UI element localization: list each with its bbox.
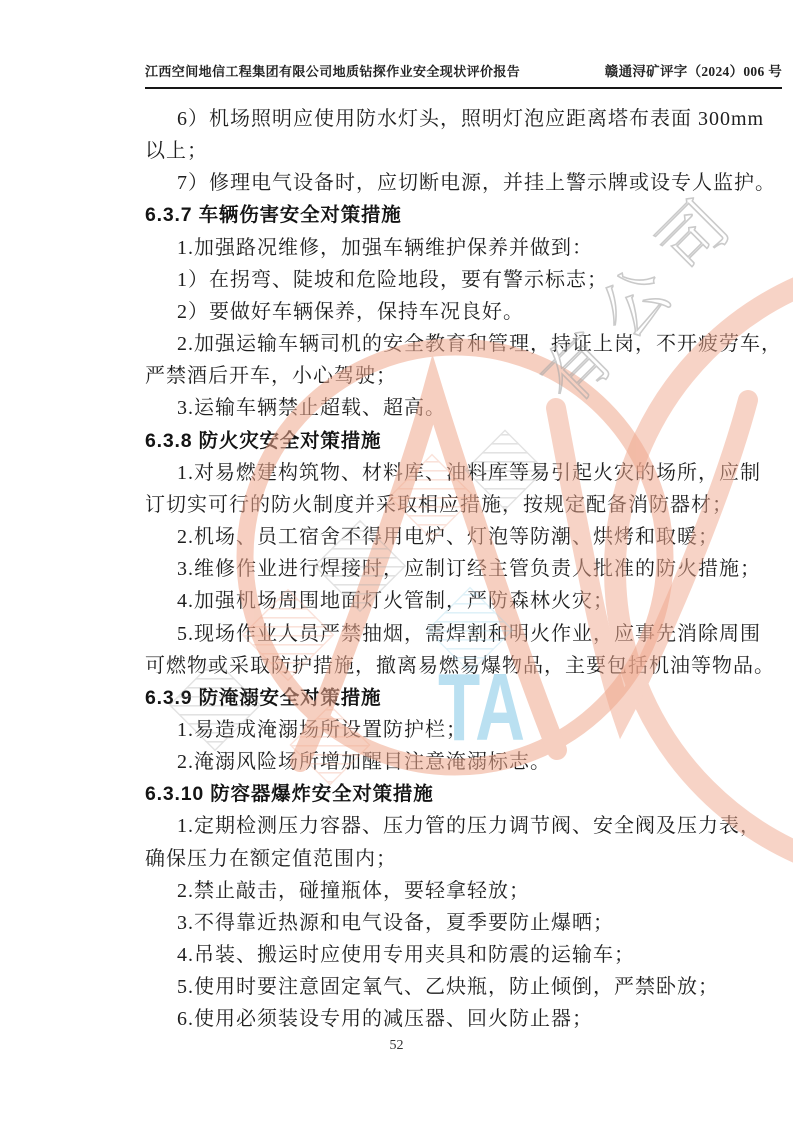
section-heading: 6.3.9 防淹溺安全对策措施	[145, 686, 382, 709]
body-line: 以上；	[145, 140, 208, 163]
body-line: 订切实可行的防火制度并采取相应措施，按规定配备消防器材；	[145, 493, 733, 516]
body-line: 7）修理电气设备时，应切断电源，并挂上警示牌或设专人监护。	[177, 172, 776, 195]
section-heading: 6.3.10 防容器爆炸安全对策措施	[145, 783, 434, 806]
body-line: 1.定期检测压力容器、压力管的压力调节阀、安全阀及压力表，	[177, 815, 761, 838]
body-line: 1.易造成淹溺场所设置防护栏；	[177, 718, 467, 741]
page-header	[145, 60, 782, 89]
body-line: 1）在拐弯、陡坡和危险地段，要有警示标志；	[177, 268, 608, 291]
body-line: 3.不得靠近热源和电气设备，夏季要防止爆晒；	[177, 911, 614, 934]
svg-text:司: 司	[644, 188, 744, 287]
svg-text:公: 公	[586, 254, 686, 353]
body-line: 1.加强路况维修，加强车辆维护保养并做到：	[177, 236, 593, 259]
body-line: 5.使用时要注意固定氧气、乙炔瓶，防止倾倒，严禁卧放；	[177, 976, 719, 999]
body-line: 4.加强机场周围地面灯火管制，严防森林火灾；	[177, 590, 614, 613]
body-line: 可燃物或采取防护措施，撤离易燃易爆物品，主要包括机油等物品。	[145, 654, 775, 677]
body-line: 6.使用必须装设专用的减压器、回火防止器；	[177, 1008, 593, 1031]
body-line: 5.现场作业人员严禁抽烟，需焊割和明火作业，应事先消除周围	[177, 622, 761, 645]
body-line: 6）机场照明应使用防水灯头，照明灯泡应距离塔布表面 300mm	[177, 108, 765, 130]
body-line: 3.维修作业进行焊接时，应制订经主管负责人批准的防火措施；	[177, 558, 761, 581]
header-left-title: 江西空间地信工程集团有限公司地质钻探作业安全现状评价报告	[145, 64, 521, 79]
body-line: 确保压力在额定值范围内；	[145, 847, 397, 870]
body-line: 2.机场、员工宿舍不得用电炉、灯泡等防潮、烘烤和取暖；	[177, 526, 719, 549]
body-line: 2）要做好车辆保养，保持车况良好。	[177, 300, 524, 323]
svg-text:TA: TA	[438, 652, 525, 761]
body-line: 2.加强运输车辆司机的安全教育和管理，持证上岗，不开疲劳车，	[177, 333, 782, 356]
body-line: 2.禁止敲击，碰撞瓶体，要轻拿轻放；	[177, 879, 530, 902]
body-line: 1.对易燃建构筑物、材料库、油料库等易引起火灾的场所，应制	[177, 461, 761, 484]
section-heading: 6.3.7 车辆伤害安全对策措施	[145, 204, 402, 227]
svg-text:有: 有	[528, 320, 628, 419]
page-number: 52	[389, 1038, 404, 1053]
header-doc-number: 赣通浔矿评字（2024）006 号	[604, 64, 782, 79]
document-body	[145, 103, 785, 1036]
body-line: 严禁酒后开车，小心驾驶；	[145, 365, 397, 388]
body-line: 3.运输车辆禁止超载、超高。	[177, 397, 446, 420]
section-heading: 6.3.8 防火灾安全对策措施	[145, 429, 382, 452]
body-line: 4.吊装、搬运时应使用专用夹具和防震的运输车；	[177, 944, 635, 967]
body-line: 2.淹溺风险场所增加醒目注意淹溺标志。	[177, 751, 551, 774]
